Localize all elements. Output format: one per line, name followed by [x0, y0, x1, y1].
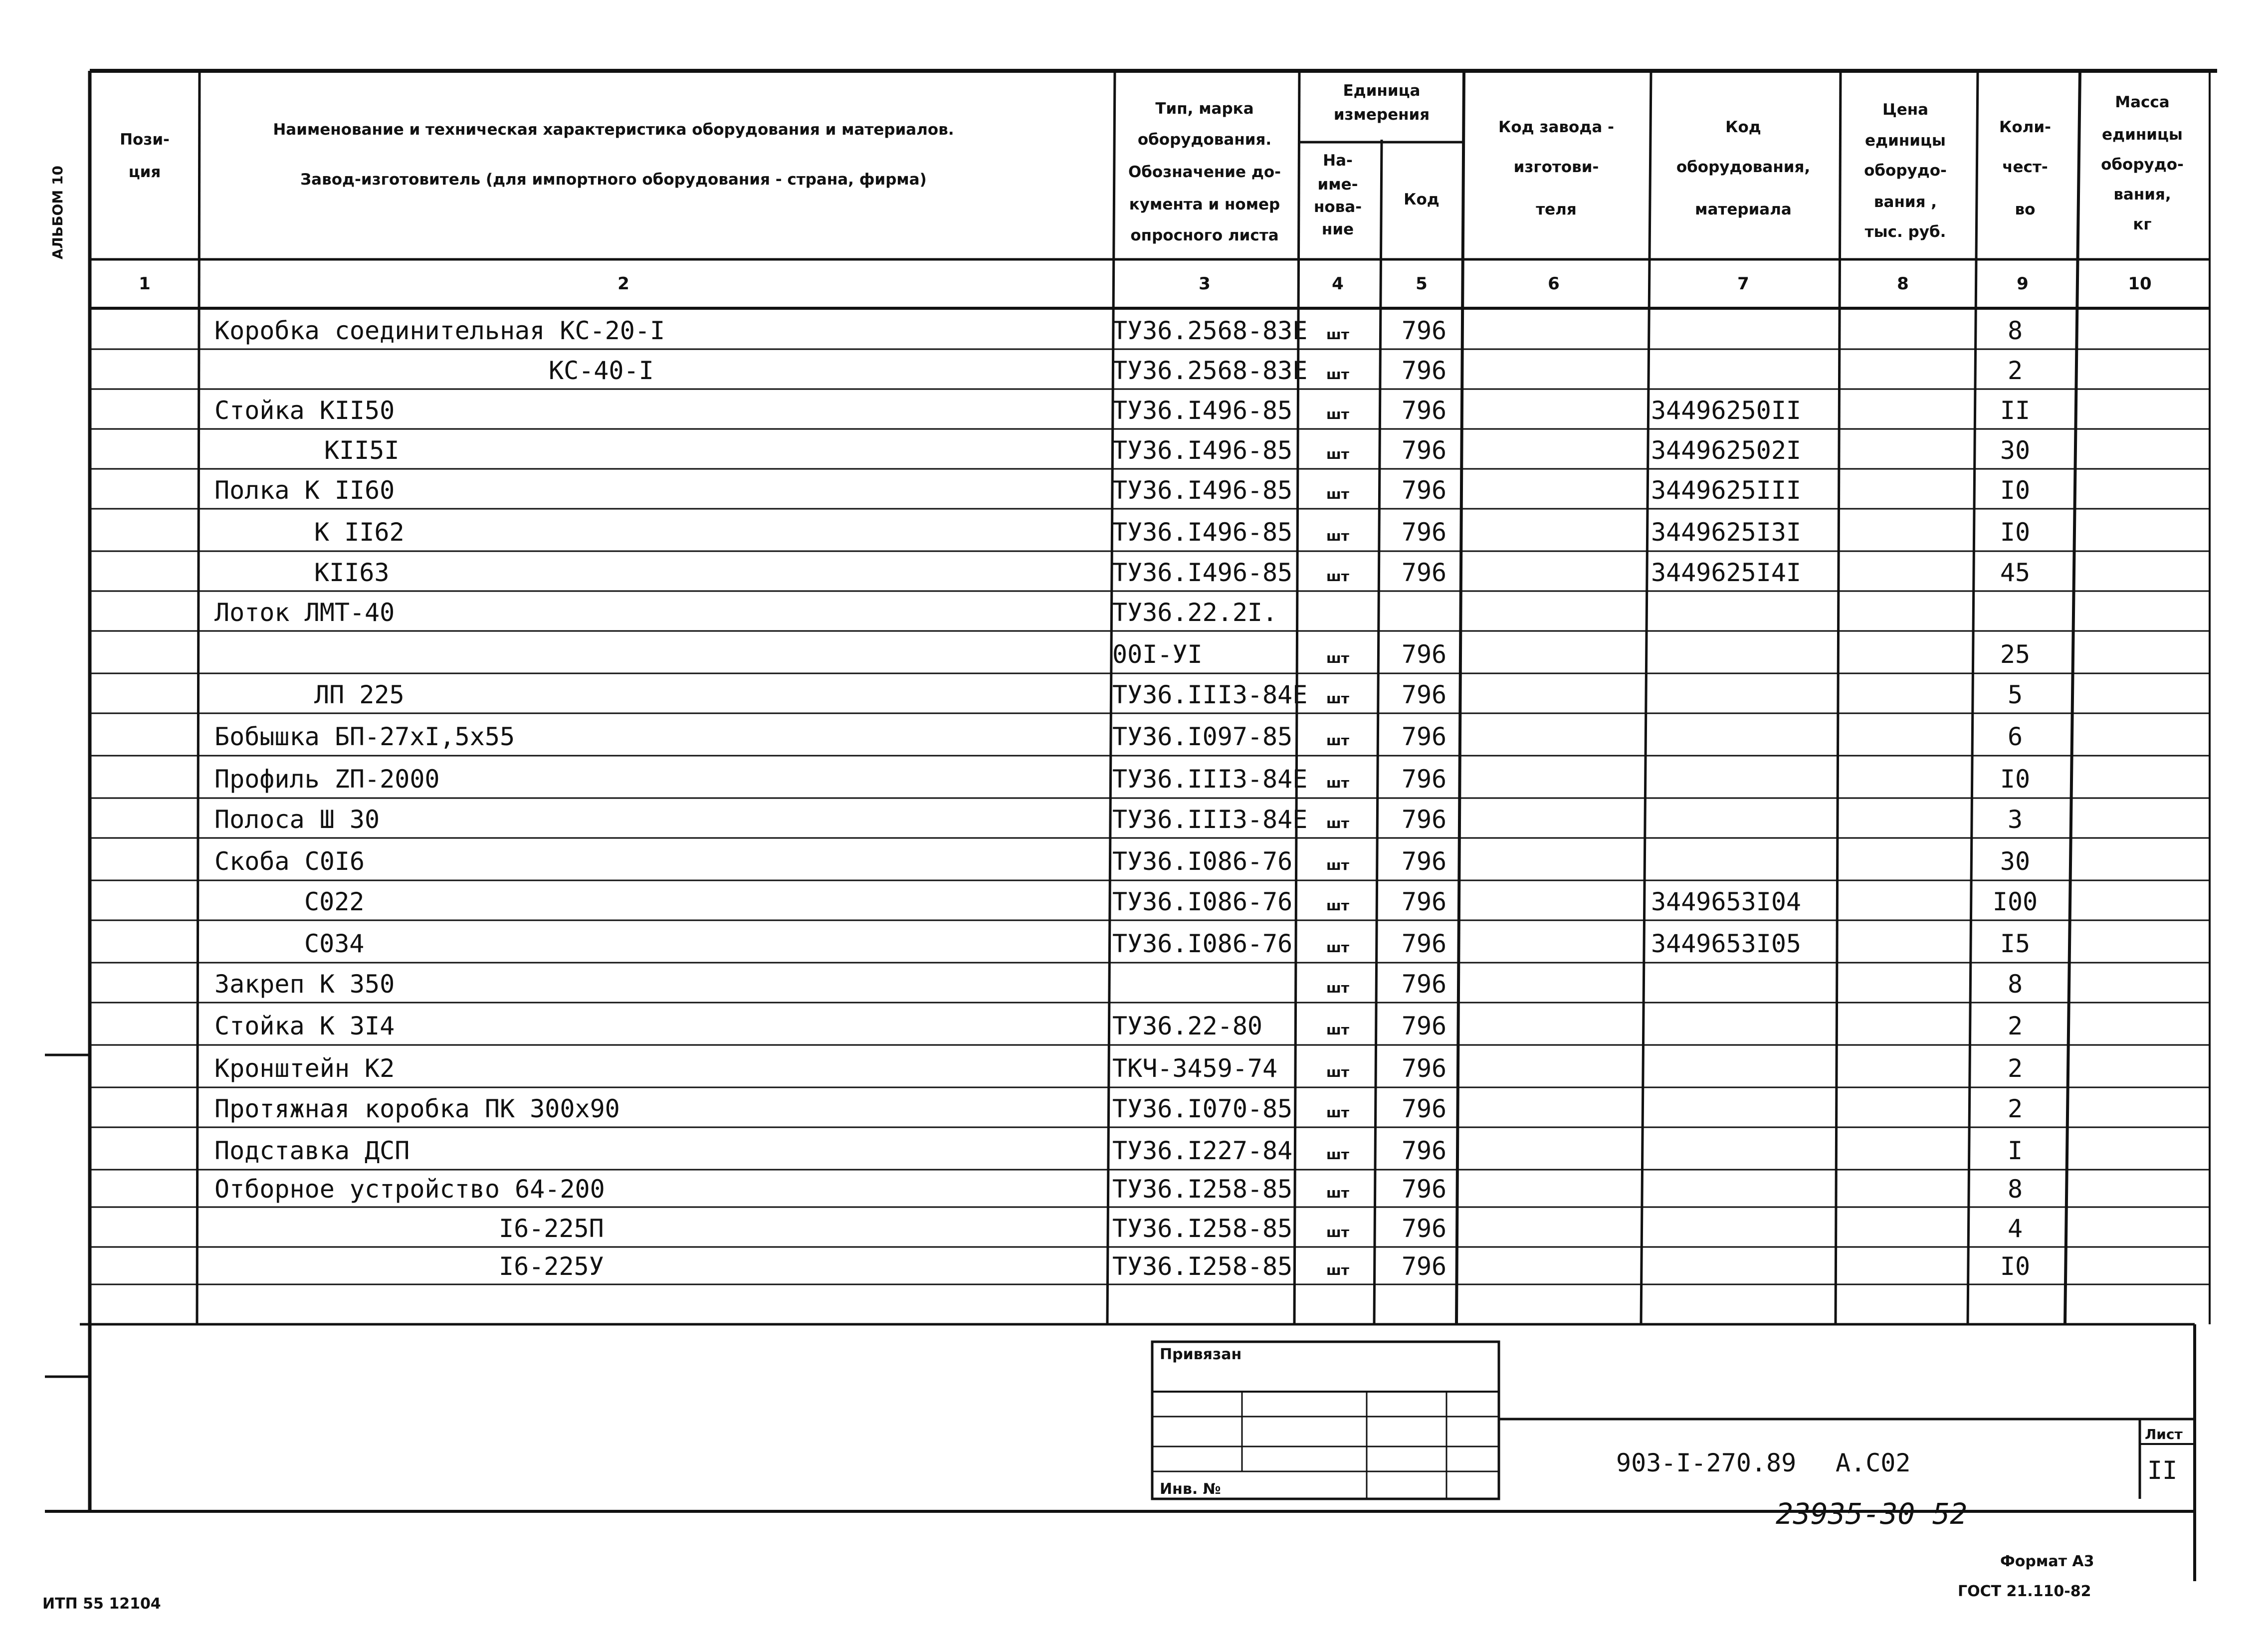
- row-unit-code: 796: [1401, 929, 1447, 958]
- table-row: [214, 970, 2023, 999]
- table-row: [214, 1054, 2023, 1083]
- row-unit-name: шт: [1326, 732, 1349, 749]
- row-unit-code: 796: [1401, 765, 1447, 794]
- row-item-name: Бобышка БП-27хI,5х55: [214, 722, 515, 751]
- column-number: 1: [139, 274, 151, 294]
- row-unit-name: шт: [1326, 939, 1349, 956]
- row-quantity: 2: [2007, 1012, 2023, 1040]
- row-quantity: 8: [2007, 316, 2023, 345]
- row-item-name: Закреп К 350: [214, 970, 395, 999]
- header-equipment-code: Код оборудования, материала: [1676, 118, 1811, 218]
- row-unit-code: 796: [1401, 847, 1447, 876]
- row-unit-code: 796: [1401, 1214, 1447, 1243]
- header-price: Цена единицы оборудо-вания , тыс. руб.: [1864, 101, 1947, 241]
- row-type-document: ТУ36.I496-85: [1112, 558, 1293, 587]
- row-unit-name: шт: [1326, 897, 1349, 914]
- row-quantity: 6: [2007, 722, 2023, 751]
- row-unit-code: 796: [1401, 1094, 1447, 1123]
- table-row: [214, 805, 2023, 834]
- row-equipment-code: 344962502I: [1651, 436, 1802, 465]
- row-type-document: 00I-УI: [1112, 640, 1203, 669]
- row-unit-name: шт: [1326, 406, 1349, 422]
- row-item-name: С022: [304, 887, 365, 916]
- row-unit-code: 796: [1401, 356, 1447, 385]
- row-unit-name: шт: [1326, 568, 1349, 585]
- row-unit-name: шт: [1326, 1262, 1349, 1278]
- row-quantity: 8: [2007, 1175, 2023, 1204]
- row-type-document: ТУ36.I258-85: [1112, 1175, 1293, 1204]
- table-header: [120, 82, 2184, 244]
- row-quantity: I0: [2000, 476, 2031, 505]
- row-unit-name: шт: [1326, 690, 1349, 707]
- row-item-name: Лоток ЛМТ-40: [214, 598, 395, 627]
- row-item-name: Коробка соединительная КС-20-I: [214, 316, 665, 345]
- row-quantity: 8: [2007, 970, 2023, 999]
- table-row: [314, 558, 2030, 587]
- row-equipment-code: 3449653I05: [1651, 929, 1802, 958]
- table-row: [214, 1094, 2023, 1123]
- table-row: [214, 316, 2023, 345]
- row-item-name: Отборное устройство 64-200: [214, 1175, 605, 1204]
- handwritten-number: 23935-30 52: [1776, 1497, 1968, 1531]
- row-unit-name: шт: [1326, 815, 1349, 831]
- document-mark: А.С02: [1836, 1448, 1911, 1477]
- row-type-document: ТУ36.I070-85: [1112, 1094, 1293, 1123]
- column-number: 3: [1199, 274, 1211, 294]
- row-unit-name: шт: [1326, 1146, 1349, 1163]
- row-item-name: КII5I: [324, 436, 400, 465]
- row-type-document: ТУ36.2568-83Е: [1112, 356, 1308, 385]
- header-mass: Масса единицы оборудо-вания, кг: [2101, 93, 2184, 233]
- table-row: [549, 356, 2023, 385]
- row-item-name: Стойка К 3I4: [214, 1012, 395, 1040]
- column-number: 5: [1416, 274, 1428, 294]
- row-item-name: Полоса Ш 30: [214, 805, 380, 834]
- row-item-name: I6-225У: [499, 1252, 604, 1281]
- row-quantity: 2: [2007, 1094, 2023, 1123]
- row-type-document: ТУ36.III3-84Е: [1112, 765, 1308, 794]
- row-quantity: 45: [2000, 558, 2031, 587]
- table-row: [214, 722, 2023, 751]
- row-equipment-code: 3449625I3I: [1651, 518, 1802, 547]
- table-row: [499, 1214, 2023, 1243]
- row-unit-code: 796: [1401, 970, 1447, 999]
- row-unit-code: 796: [1401, 436, 1447, 465]
- row-item-name: С034: [304, 929, 365, 958]
- row-type-document: ТУ36.I258-85: [1112, 1252, 1293, 1281]
- row-item-name: КС-40-I: [549, 356, 654, 385]
- document-designation: 903-I-270.89: [1616, 1448, 1797, 1477]
- row-unit-name: шт: [1326, 528, 1349, 544]
- row-type-document: ТУ36.2568-83Е: [1112, 316, 1308, 345]
- row-type-document: ТУ36.22.2I.: [1112, 598, 1278, 627]
- column-number: 6: [1548, 274, 1560, 294]
- table-row: [214, 1012, 2023, 1040]
- table-row: [304, 887, 2038, 916]
- header-type: Тип, марка оборудования. Обозначение до-кумента и номер опросного листа: [1128, 100, 1281, 244]
- row-quantity: I0: [2000, 1252, 2031, 1281]
- row-item-name: I6-225П: [499, 1214, 604, 1243]
- row-unit-code: 796: [1401, 680, 1447, 709]
- row-unit-name: шт: [1326, 1224, 1349, 1240]
- column-number: 9: [2017, 274, 2029, 294]
- row-type-document: ТУ36.I227-84: [1112, 1136, 1293, 1165]
- row-type-document: ТУ36.I496-85: [1112, 518, 1293, 547]
- row-quantity: I0: [2000, 518, 2031, 547]
- table-row: [214, 476, 2030, 505]
- row-type-document: ТУ36.I086-76: [1112, 929, 1293, 958]
- row-item-name: Протяжная коробка ПК 300х90: [214, 1094, 620, 1123]
- row-quantity: I0: [2000, 765, 2031, 794]
- gost-label: ГОСТ 21.110-82: [1958, 1583, 2091, 1600]
- row-type-document: ТУ36.III3-84Е: [1112, 805, 1308, 834]
- row-unit-name: шт: [1326, 775, 1349, 791]
- row-quantity: 25: [2000, 640, 2031, 669]
- row-unit-name: шт: [1326, 980, 1349, 996]
- sheet-label: Лист: [2145, 1426, 2183, 1443]
- row-unit-code: 796: [1401, 1054, 1447, 1083]
- row-unit-name: шт: [1326, 366, 1349, 383]
- header-unit: Единица измерения: [1333, 82, 1430, 124]
- table-row: [214, 396, 2030, 425]
- row-unit-name: шт: [1326, 1022, 1349, 1038]
- column-number: 4: [1332, 274, 1344, 294]
- row-unit-name: шт: [1326, 326, 1349, 343]
- side-album-label: АЛЬБОМ 10: [49, 166, 66, 259]
- header-name: Наименование и техническая характеристика оборудования и материалов. Завод-изготовитель (для импортного оборудования - страна, фирма): [273, 121, 954, 189]
- row-type-document: ТУ36.I086-76: [1112, 887, 1293, 916]
- row-quantity: 4: [2007, 1214, 2023, 1243]
- row-item-name: Подставка ДСП: [214, 1136, 410, 1165]
- row-unit-code: 796: [1401, 1252, 1447, 1281]
- table-row: [214, 847, 2030, 876]
- stamp-inventory-label: Инв. №: [1160, 1480, 1221, 1498]
- stamp-attached-label: Привязан: [1160, 1346, 1242, 1363]
- row-type-document: ТУ36.III3-84Е: [1112, 680, 1308, 709]
- table-row: [324, 436, 2030, 465]
- row-type-document: ТУ36.I496-85: [1112, 436, 1293, 465]
- row-item-name: ЛП 225: [314, 680, 405, 709]
- row-item-name: Профиль ZП-2000: [214, 765, 440, 794]
- table-row: [314, 680, 2023, 709]
- row-type-document: ТУ36.I496-85: [1112, 476, 1293, 505]
- table-row: [314, 518, 2030, 547]
- row-quantity: 2: [2007, 356, 2023, 385]
- row-type-document: ТУ36.I097-85: [1112, 722, 1293, 751]
- row-unit-name: шт: [1326, 650, 1349, 666]
- row-type-document: ТУ36.I496-85: [1112, 396, 1293, 425]
- row-unit-name: шт: [1326, 1064, 1349, 1080]
- row-item-name: Скоба С0I6: [214, 847, 365, 876]
- row-unit-code: 796: [1401, 1012, 1447, 1040]
- row-equipment-code: 3449625I4I: [1651, 558, 1802, 587]
- row-item-name: Кронштейн К2: [214, 1054, 395, 1083]
- row-type-document: ТУ36.I258-85: [1112, 1214, 1293, 1243]
- table-row: [1112, 640, 2030, 669]
- header-maker-code: Код завода -изготови-теля: [1498, 118, 1614, 218]
- row-quantity: I: [2007, 1136, 2023, 1165]
- row-unit-code: 796: [1401, 1136, 1447, 1165]
- format-label: Формат А3: [2000, 1553, 2094, 1570]
- row-quantity: 5: [2007, 680, 2023, 709]
- row-unit-code: 796: [1401, 558, 1447, 587]
- row-equipment-code: 3449653I04: [1651, 887, 1802, 916]
- row-type-document: ТУ36.22-80: [1112, 1012, 1263, 1040]
- table-row: [214, 765, 2030, 794]
- row-unit-name: шт: [1326, 1104, 1349, 1121]
- column-number: 2: [618, 274, 629, 294]
- row-quantity: 2: [2007, 1054, 2023, 1083]
- row-unit-code: 796: [1401, 887, 1447, 916]
- row-quantity: I5: [2000, 929, 2031, 958]
- row-equipment-code: 34496250II: [1651, 396, 1802, 425]
- row-quantity: I00: [1992, 887, 2038, 916]
- header-quantity: Коли-чест-во: [1999, 118, 2051, 218]
- column-number-row: [139, 274, 2152, 294]
- header-position: Пози-ция: [120, 131, 170, 181]
- row-unit-code: 796: [1401, 316, 1447, 345]
- table-row: [499, 1252, 2030, 1281]
- row-unit-code: 796: [1401, 396, 1447, 425]
- itp-label: ИТП 55 12104: [42, 1595, 161, 1613]
- row-unit-code: 796: [1401, 518, 1447, 547]
- row-unit-name: шт: [1326, 446, 1349, 462]
- row-quantity: 3: [2007, 805, 2023, 834]
- row-item-name: К II62: [314, 518, 405, 547]
- row-item-name: КII63: [314, 558, 390, 587]
- row-unit-code: 796: [1401, 1175, 1447, 1204]
- row-unit-code: 796: [1401, 476, 1447, 505]
- row-unit-name: шт: [1326, 857, 1349, 873]
- row-equipment-code: 3449625III: [1651, 476, 1802, 505]
- row-unit-code: 796: [1401, 640, 1447, 669]
- column-number: 7: [1737, 274, 1749, 294]
- table-row: [214, 1136, 2023, 1165]
- sheet-number: II: [2147, 1456, 2178, 1485]
- row-unit-code: 796: [1401, 805, 1447, 834]
- column-number: 10: [2128, 274, 2152, 294]
- row-quantity: 30: [2000, 436, 2031, 465]
- row-item-name: Стойка КII50: [214, 396, 395, 425]
- row-item-name: Полка К II60: [214, 476, 395, 505]
- table-row: [214, 598, 1277, 627]
- row-unit-name: шт: [1326, 486, 1349, 502]
- column-number: 8: [1897, 274, 1909, 294]
- row-type-document: ТКЧ-3459-74: [1112, 1054, 1278, 1083]
- row-type-document: ТУ36.I086-76: [1112, 847, 1293, 876]
- header-unit-code: Код: [1404, 191, 1440, 208]
- row-unit-name: шт: [1326, 1185, 1349, 1201]
- header-unit-name: На-име-нова-ние: [1313, 152, 1362, 238]
- table-row: [304, 929, 2030, 958]
- row-unit-code: 796: [1401, 722, 1447, 751]
- row-quantity: 30: [2000, 847, 2031, 876]
- table-row: [214, 1175, 2023, 1204]
- row-quantity: II: [2000, 396, 2031, 425]
